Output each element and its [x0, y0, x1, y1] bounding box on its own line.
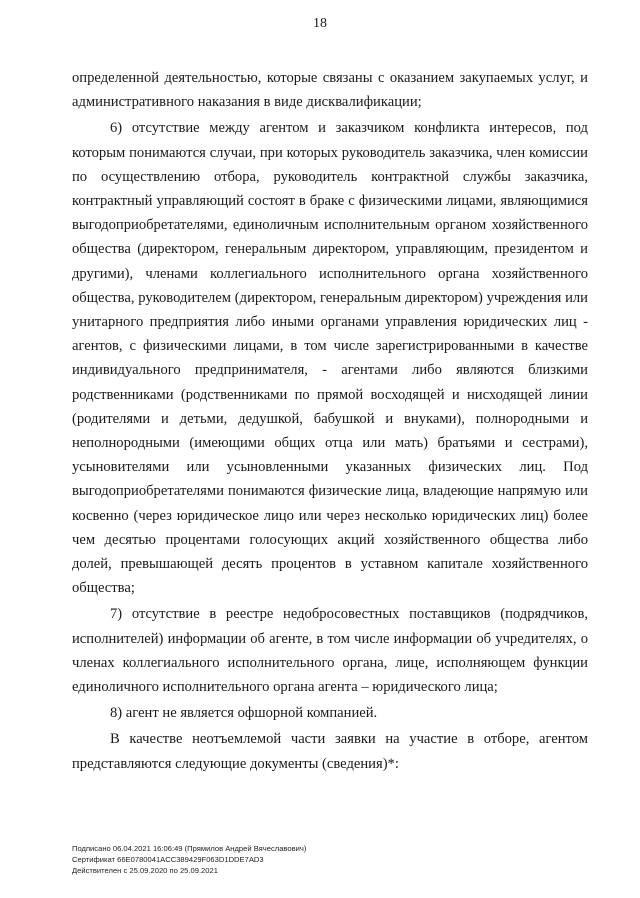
paragraph-continuation: определенной деятельностью, которые связаны с оказанием закупаемых услуг, и административного наказания в виде дисквалификации;	[72, 70, 588, 111]
paragraph-documents-intro: В качестве неотъемлемой части заявки на участие в отборе, агентом представляются следующие документы (сведения)*:	[72, 731, 588, 772]
digital-signature-stamp	[72, 843, 306, 876]
paragraph-item-8: 8) агент не является офшорной компанией.	[110, 705, 378, 722]
paragraph-item-6: 6) отсутствие между агентом и заказчиком конфликта интересов, под которым понимаются случаи, при которых руководитель заказчика, член комиссии по осуществлению отбора, руководитель контрактной службы заказчика, контрактный управляющий состоят в браке с физическими лицами, являющимися выгодоприобретателями, единоличным исполнительным органом хозяйственного общества (директором, генеральным директором, управляющим, президентом и другими), членами коллегиального исполнительного органа хозяйственного общества, руководителем (директором, генеральным директором) учреждения или унитарного предприятия либо иными органами управления юридических лиц - агентов, с физическими лицами, в том числе зарегистрированными в качестве индивидуального предпринимателя, - агентами либо являются близкими родственниками (родственниками по прямой восходящей и нисходящей линии (родителями и детьми, дедушкой, бабушкой и внуками), полнородными и неполнородными (имеющими общих отца или мать) братьями и сестрами), усыновителями или усыновленными указанных физических лиц. Под выгодоприобретателями понимаются физические лица, владеющие напрямую или косвенно (через юридическое лицо или через несколько юридических лиц) более чем десятью процентами голосующих акций хозяйственного общества либо долей, превышающей десять процентов в уставном капитале хозяйственного общества;	[72, 120, 588, 597]
page-number: 18	[313, 16, 327, 31]
signature-certificate-line: Сертификат 66E0780041ACC389429F063D1DDE7AD3	[72, 855, 264, 864]
document-body	[72, 66, 588, 776]
signature-signed-line: Подписано 06.04.2021 16:06:49 (Прямилов Андрей Вячеславович)	[72, 844, 307, 853]
signature-validity-line: Действителен с 25.09.2020 по 25.09.2021	[72, 866, 218, 875]
paragraph-item-7: 7) отсутствие в реестре недобросовестных поставщиков (подрядчиков, исполнителей) информации об агенте, в том числе информации об учредителях, о членах коллегиального исполнительного органа, лице, исполняющем функции единоличного исполнительного органа агента – юридического лица;	[72, 606, 588, 696]
